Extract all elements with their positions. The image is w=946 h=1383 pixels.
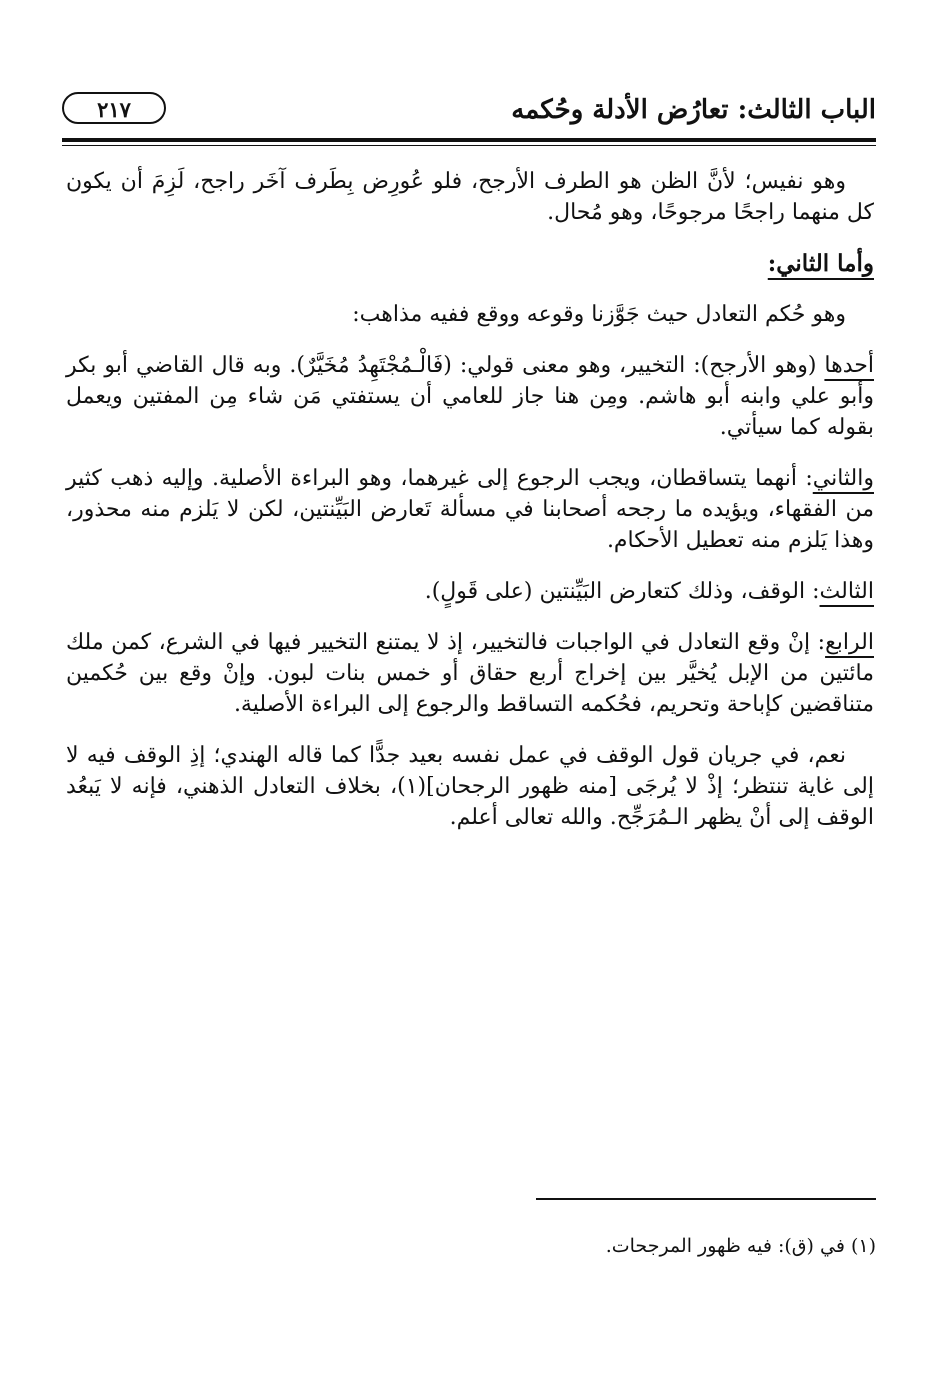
footnote-rule <box>536 1198 876 1200</box>
paragraph-5-lead: الثالث <box>819 579 874 604</box>
paragraph-4 <box>66 463 874 556</box>
paragraph-6-lead: الرابع <box>825 630 874 655</box>
section-heading: وأما الثاني: <box>767 250 874 277</box>
header-rule-thin <box>62 145 876 146</box>
page-body <box>66 166 874 853</box>
page-header <box>62 86 876 134</box>
paragraph-1: وهو نفيس؛ لأنَّ الظن هو الطرف الأرجح، فلو عُورِض بِطَرف آخَر راجح، لَزِمَ أن يكون كل منهما راجحًا مرجوحًا، وهو مُحال. <box>66 169 874 225</box>
paragraph-7: نعم، في جريان قول الوقف في عمل نفسه بعيد جدًّا كما قاله الهندي؛ إذِ الوقف فيه لا إلى غاية تنتظر؛ إذْ لا يُرجَى [منه ظهور الرجحان](١)، بخلاف التعادل الذهني، فإنه لا يَبعُد الوقف إلى أنْ يظهر الـمُرَجِّح. والله تعالى أعلم. <box>66 743 874 830</box>
paragraph-3-lead: أحدها <box>824 353 874 378</box>
running-title: الباب الثالث: تعارُض الأدلة وحُكمه <box>511 95 876 125</box>
paragraph-2: وهو حُكم التعادل حيث جَوَّزنا وقوعه ووقع ففيه مذاهب: <box>352 302 846 327</box>
paragraph-6-text: : إنْ وقع التعادل في الواجبات فالتخيير، إذ لا يمتنع التخيير فيها في الشرع، كمن ملك مائتين من الإبل يُخيَّر بين إخراج أربع حقاق أو خمس بنات لبون. وإنْ وقع بين حُكمين متناقضين كإباحة وتحريم، فحُكمه التساقط والرجوع إلى البراءة الأصلية. <box>66 630 874 717</box>
paragraph-6 <box>66 627 874 720</box>
page-number: ٢١٧ <box>62 92 166 124</box>
paragraph-3 <box>66 350 874 443</box>
paragraph-5-text: : الوقف، وذلك كتعارض البَيِّنتين (على قَولٍ). <box>424 579 820 604</box>
paragraph-3-text: (وهو الأرجح): التخيير، وهو معنى قولي: (فَالْـمُجْتَهِدُ مُخَيَّرٌ). وبه قال القاضي أبو بكر وأبو علي وابنه أبو هاشم. ومِن هنا جاز للعامي أن يستفتي مَن شاء مِن المفتين ويعمل بقوله كما سيأتي. <box>66 353 874 440</box>
header-rule-thick <box>62 138 876 142</box>
paragraph-4-text: : أنهما يتساقطان، ويجب الرجوع إلى غيرهما، وهو البراءة الأصلية. وإليه ذهب كثير من الفقهاء، ويؤيده ما رجحه أصحابنا في مسألة تَعارض البَيِّنتين، لكن لا يَلزم منه محذور، وهذا يَلزم منه تعطيل الأحكام. <box>66 466 874 553</box>
paragraph-4-lead: والثاني <box>812 466 874 491</box>
footnote-1: (١) في (ق): فيه ظهور المرجحات. <box>605 1235 876 1257</box>
paragraph-5 <box>66 576 874 607</box>
